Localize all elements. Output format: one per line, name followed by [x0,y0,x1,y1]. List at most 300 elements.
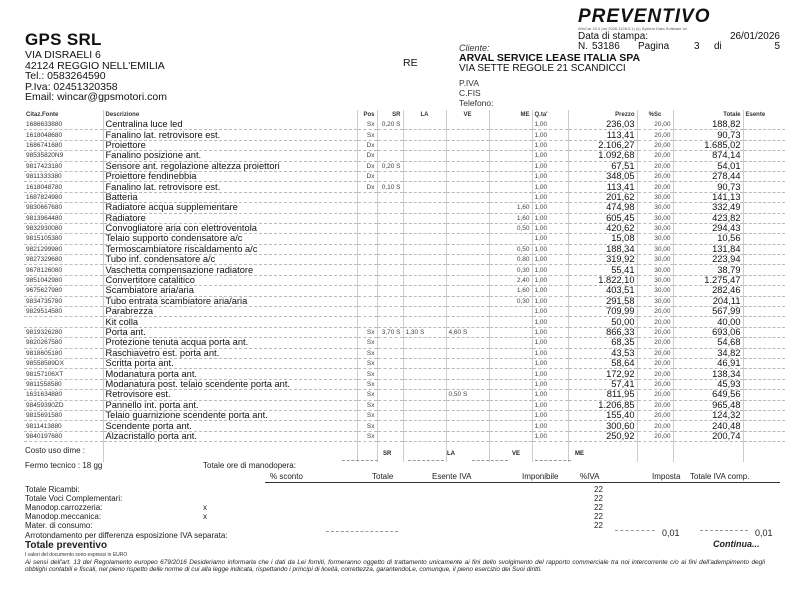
cell-sr [377,130,403,140]
labor-col-sr: SR [383,451,392,457]
cell-total: 278,44 [673,171,743,181]
cell-total: 141,13 [673,192,743,202]
table-row [24,348,785,358]
cell-discount: 20,00 [637,400,673,410]
cell-price: 250,92 [568,431,637,441]
cell-price: 201,62 [568,192,637,202]
cell-price: 55,41 [568,265,637,275]
cell-exempt [743,400,785,410]
cell-exempt [743,192,785,202]
cell-description: Fanalino lat. retrovisore est. [103,182,357,192]
summary-line-vat: 22 [594,485,603,494]
cell-qty: 1,00 [532,358,568,368]
col-header-price: Prezzo [568,110,637,120]
cell-description: Scendente porta ant. [103,421,357,431]
cell-discount: 20,00 [637,151,673,161]
cell-code: 1618048680 [24,130,103,140]
cell-pos [357,244,377,254]
cell-sr [377,410,403,420]
cell-description: Centralina luce led [103,120,357,130]
cell-total: 40,00 [673,317,743,327]
cell-la [403,182,446,192]
cell-description: Retrovisore est. [103,390,357,400]
cell-qty: 1,00 [532,348,568,358]
cell-description: Sensore ant. regolazione altezza proiettori [103,161,357,171]
cell-price: 113,41 [568,182,637,192]
cell-me [489,140,532,150]
cell-code: 9820267580 [24,338,103,348]
cell-discount: 30,00 [637,203,673,213]
cell-sr [377,265,403,275]
cell-sr [377,431,403,441]
cell-code: 1631634880 [24,390,103,400]
software-line: WinCar 15.0 (rel.2026.1128.0.1) (c) System Data Software srl [578,26,687,31]
cell-ve [446,244,489,254]
cell-me [489,317,532,327]
cell-total: 90,73 [673,130,743,140]
cell-me: 2,40 [489,275,532,285]
cell-me [489,130,532,140]
cell-total: 10,56 [673,234,743,244]
cell-la [403,192,446,202]
cell-price: 113,41 [568,130,637,140]
cell-exempt [743,203,785,213]
cell-sr: 3,70 S [377,327,403,337]
cell-sr [377,317,403,327]
col-header-ve: VE [446,110,489,120]
cell-me [489,192,532,202]
cell-sr [377,203,403,213]
cell-pos: Dx [357,151,377,161]
cell-description: Porta ant. [103,327,357,337]
cell-me: 0,30 [489,265,532,275]
cell-sr [377,223,403,233]
cell-me [489,151,532,161]
cell-exempt [743,223,785,233]
cell-total: 138,34 [673,369,743,379]
cell-code: 9813964480 [24,213,103,223]
cell-pos: Sx [357,130,377,140]
cell-ve: 0,50 S [446,390,489,400]
cell-price: 67,51 [568,161,637,171]
cell-la [403,171,446,181]
summary-line-vat: 22 [594,494,603,503]
cell-pos [357,265,377,275]
cell-sr [377,213,403,223]
cell-exempt [743,327,785,337]
cell-la [403,431,446,441]
cell-exempt [743,120,785,130]
cell-code: 9811333380 [24,171,103,181]
cell-description: Modanatura porta ant. [103,369,357,379]
cell-pos [357,286,377,296]
cell-discount: 30,00 [637,275,673,285]
cell-discount: 20,00 [637,369,673,379]
cell-pos [357,203,377,213]
cell-code: 9851042980 [24,275,103,285]
cell-la [403,140,446,150]
cell-pos: Sx [357,379,377,389]
cell-ve [446,161,489,171]
cell-description: Modanatura post. telaio scendente porta ant. [103,379,357,389]
cell-total: 45,93 [673,379,743,389]
table-row [24,400,785,410]
cell-discount: 20,00 [637,421,673,431]
cell-sr [377,286,403,296]
cell-description: Alzacristallo porta ant. [103,431,357,441]
print-date: 26/01/2026 [729,31,780,42]
cell-total: 1.275,47 [673,275,743,285]
cell-ve [446,120,489,130]
table-row [24,265,785,275]
client-vat-label: P.IVA [459,78,480,88]
cell-la [403,223,446,233]
col-header-qty: Q.ta' [532,110,568,120]
cell-me [489,338,532,348]
cell-exempt [743,130,785,140]
cell-description: Batteria [103,192,357,202]
cell-ve [446,338,489,348]
cell-code [24,317,103,327]
cell-total: 124,32 [673,410,743,420]
cell-description: Proiettore [103,140,357,150]
cell-price: 420,62 [568,223,637,233]
rounding-dash-1 [326,531,398,532]
cell-price: 57,41 [568,379,637,389]
cell-sr [377,151,403,161]
table-row [24,120,785,130]
cell-code: 9834735780 [24,296,103,306]
cell-price: 172,92 [568,369,637,379]
summary-header-tax: Imposta [652,472,681,481]
cell-pos: Dx [357,171,377,181]
cell-pos: Sx [357,421,377,431]
cell-total: 204,11 [673,296,743,306]
cell-discount: 30,00 [637,234,673,244]
summary-header-vat: %IVA [580,472,600,481]
cell-price: 58,64 [568,358,637,368]
summary-header-exempt: Esente IVA [432,472,472,481]
cell-code: 9830667680 [24,203,103,213]
cell-total: 294,43 [673,223,743,233]
cell-qty: 1,00 [532,265,568,275]
cell-code: 1687824980 [24,192,103,202]
cell-la [403,421,446,431]
cell-exempt [743,265,785,275]
cell-ve [446,296,489,306]
cell-ve [446,130,489,140]
cell-me [489,358,532,368]
table-row [24,410,785,420]
cell-description: Telaio guarnizione scendente porta ant. [103,410,357,420]
cell-discount: 20,00 [637,130,673,140]
col-header-pos: Pos [357,110,377,120]
cell-code: 9811558580 [24,379,103,389]
cell-price: 1.206,85 [568,400,637,410]
cell-discount: 20,00 [637,358,673,368]
rounding-dash-3 [700,530,748,531]
cell-code: 9678126080 [24,265,103,275]
table-row [24,192,785,202]
table-row [24,369,785,379]
cell-ve [446,369,489,379]
cell-la [403,203,446,213]
cell-code: 9817423180 [24,161,103,171]
cell-total: 332,49 [673,203,743,213]
table-row [24,255,785,265]
cell-la [403,296,446,306]
client-phone-label: Telefono: [459,98,494,108]
cell-pos: Dx [357,161,377,171]
rounding-label: Arrotondamento per differenza esposizione IVA separata: [25,531,228,540]
cell-ve [446,151,489,161]
page-total: 5 [774,40,780,52]
filler-cell [743,442,785,463]
cell-ve [446,203,489,213]
cell-description: Raschiavetro est. porta ant. [103,348,357,358]
cell-description: Vaschetta compensazione radiatore [103,265,357,275]
table-row [24,171,785,181]
cell-code: 9815105380 [24,234,103,244]
cell-pos: Sx [357,338,377,348]
cell-description: Scambiatore aria/aria [103,286,357,296]
cell-total: 46,91 [673,358,743,368]
cell-sr [377,379,403,389]
client-name: ARVAL SERVICE LEASE ITALIA SPA [459,52,641,64]
company-vat: P.Iva: 02451320358 [25,80,118,93]
cell-qty: 1,00 [532,317,568,327]
cell-qty: 1,00 [532,140,568,150]
labor-col-ve: VE [512,451,521,457]
cell-la [403,317,446,327]
cell-total: 90,73 [673,182,743,192]
cell-sr [377,255,403,265]
cell-ve [446,317,489,327]
cell-discount: 30,00 [637,192,673,202]
total-estimate-label: Totale preventivo [25,540,108,551]
cell-total: 649,56 [673,390,743,400]
cell-la [403,213,446,223]
cell-exempt [743,275,785,285]
cell-pos [357,255,377,265]
cell-me: 1,60 [489,286,532,296]
cell-me: 0,80 [489,255,532,265]
cell-la: 1,30 S [403,327,446,337]
table-row [24,296,785,306]
labor-col-me: ME [575,451,584,457]
cell-qty: 1,00 [532,431,568,441]
cell-total: 131,84 [673,244,743,254]
page-current: 3 [694,40,700,52]
cell-discount: 20,00 [637,317,673,327]
cell-pos [357,192,377,202]
cell-me [489,171,532,181]
col-header-discount: %Sc [637,110,673,120]
table-row [24,140,785,150]
cell-ve [446,358,489,368]
cell-la [403,348,446,358]
table-header-row [24,110,785,120]
cell-description: Radiatore [103,213,357,223]
table-row [24,338,785,348]
cell-price: 300,60 [568,421,637,431]
table-row [24,203,785,213]
cell-pos: Sx [357,120,377,130]
cell-me [489,421,532,431]
cell-code: 9840197680 [24,431,103,441]
cell-price: 474,98 [568,203,637,213]
company-info [25,50,167,103]
cell-ve [446,286,489,296]
cell-price: 866,33 [568,327,637,337]
cell-ve [446,265,489,275]
table-row [24,223,785,233]
rounding-tax: 0,01 [662,528,680,538]
cell-me [489,431,532,441]
cell-la [403,379,446,389]
summary-line-label: Totale Voci Complementari: [25,494,123,503]
cell-sr [377,275,403,285]
cell-qty: 1,00 [532,171,568,181]
cell-me: 1,60 [489,213,532,223]
table-row [24,379,785,389]
cell-description: Kit colla [103,317,357,327]
cell-me: 0,50 [489,244,532,254]
cell-qty: 1,00 [532,369,568,379]
cell-ve [446,182,489,192]
cell-pos: Sx [357,369,377,379]
currency-note: I valori del documento sono espressi in EURO [25,552,128,558]
cell-qty: 1,00 [532,421,568,431]
client-address: VIA SETTE REGOLE 21 SCANDICCI [459,63,626,74]
cell-price: 188,34 [568,244,637,254]
table-row [24,317,785,327]
cell-total: 423,82 [673,213,743,223]
cell-la [403,265,446,275]
cell-exempt [743,244,785,254]
cell-sr [377,307,403,317]
cell-price: 605,45 [568,213,637,223]
cell-la [403,358,446,368]
cell-code: 1686633880 [24,120,103,130]
cell-description: Parabrezza [103,307,357,317]
cell-ve [446,223,489,233]
cell-description: Scritta porta ant. [103,358,357,368]
cell-description: Proiettore fendinebbia [103,171,357,181]
cell-ve [446,348,489,358]
cell-pos [357,307,377,317]
col-header-description: Descrizione [103,110,357,120]
cell-exempt [743,431,785,441]
filler-cell [673,442,743,463]
summary-line-x: x [203,503,207,512]
cell-description: Fanalino lat. retrovisore est. [103,130,357,140]
cell-code: 98157106XT [24,369,103,379]
cell-exempt [743,410,785,420]
cell-qty: 1,00 [532,296,568,306]
cell-qty: 1,00 [532,213,568,223]
cell-exempt [743,151,785,161]
cell-price: 348,05 [568,171,637,181]
summary-header-total: Totale [372,472,394,481]
cell-qty: 1,00 [532,286,568,296]
cell-discount: 20,00 [637,390,673,400]
cell-total: 240,48 [673,421,743,431]
items-body [24,120,785,462]
cell-me [489,400,532,410]
cell-description: Telaio supporto condensatore a/c [103,234,357,244]
labor-me-line [535,460,571,461]
cell-discount: 30,00 [637,286,673,296]
cell-discount: 30,00 [637,265,673,275]
cell-description: Tubo inf. condensatore a/c [103,255,357,265]
cell-code: 9675627980 [24,286,103,296]
cell-pos: Sx [357,390,377,400]
cell-qty: 1,00 [532,223,568,233]
cell-qty: 1,00 [532,192,568,202]
cell-total: 223,94 [673,255,743,265]
summary-line-vat: 22 [594,521,603,530]
cell-la [403,161,446,171]
privacy-notice: Ai sensi dell'art. 13 del Regolamento europeo 679/2016 Desideriamo informarla che i dati da Lei forniti, formeranno oggetto di trattamento unicamente ai fini dello svolgimento del rapporto commerciale tra noi intercorrente c/o ai fini dell'adempimento degli obblighi contabili e fiscali, nel pieno rispetto delle norme di cui alla legge indicata, rispettando i principi di liceità, correttezza, garantendoLe, comunque, il pieno esercizio dei Suoi diritti. [25,559,765,573]
cell-ve [446,307,489,317]
cell-code: 9818605180 [24,348,103,358]
summary-line-label: Mater. di consumo: [25,521,93,530]
cell-total: 54,01 [673,161,743,171]
table-row [24,161,785,171]
cell-pos: Sx [357,348,377,358]
table-row [24,327,785,337]
cell-qty: 1,00 [532,327,568,337]
summary-line-label: Manodop.carrozzeria: [25,503,103,512]
cell-la [403,410,446,420]
cell-total: 200,74 [673,431,743,441]
cell-total: 567,99 [673,307,743,317]
cell-ve [446,431,489,441]
cell-code: 9815691580 [24,410,103,420]
cell-price: 43,53 [568,348,637,358]
company-phone: Tel.: 0583264590 [25,70,106,82]
cell-qty: 1,00 [532,307,568,317]
cell-la [403,255,446,265]
cell-pos: Sx [357,431,377,441]
cell-price: 155,40 [568,410,637,420]
dime-cost-label: Costo uso dime : [25,446,86,455]
cell-pos: Sx [357,410,377,420]
rounding-dash-2 [615,530,655,531]
col-header-code: Citaz.Fonte [26,112,59,118]
continue-label: Continua... [713,539,760,549]
cell-la [403,130,446,140]
cell-description: Pannello int. porta ant. [103,400,357,410]
cell-me [489,327,532,337]
company-address: VIA DISRAELI 6 [25,49,101,61]
cell-discount: 20,00 [637,348,673,358]
col-header-me: ME [489,110,532,120]
cell-description: Radiatore acqua supplementare [103,203,357,213]
cell-me: 1,60 [489,203,532,213]
summary-header-total-vat: Totale IVA comp. [690,472,750,481]
cell-discount: 30,00 [637,223,673,233]
cell-ve [446,379,489,389]
filler-cell [103,442,357,463]
cell-discount: 30,00 [637,255,673,265]
cell-price: 15,08 [568,234,637,244]
table-row [24,275,785,285]
page-of: di [714,40,722,52]
cell-price: 68,35 [568,338,637,348]
table-row [24,358,785,368]
